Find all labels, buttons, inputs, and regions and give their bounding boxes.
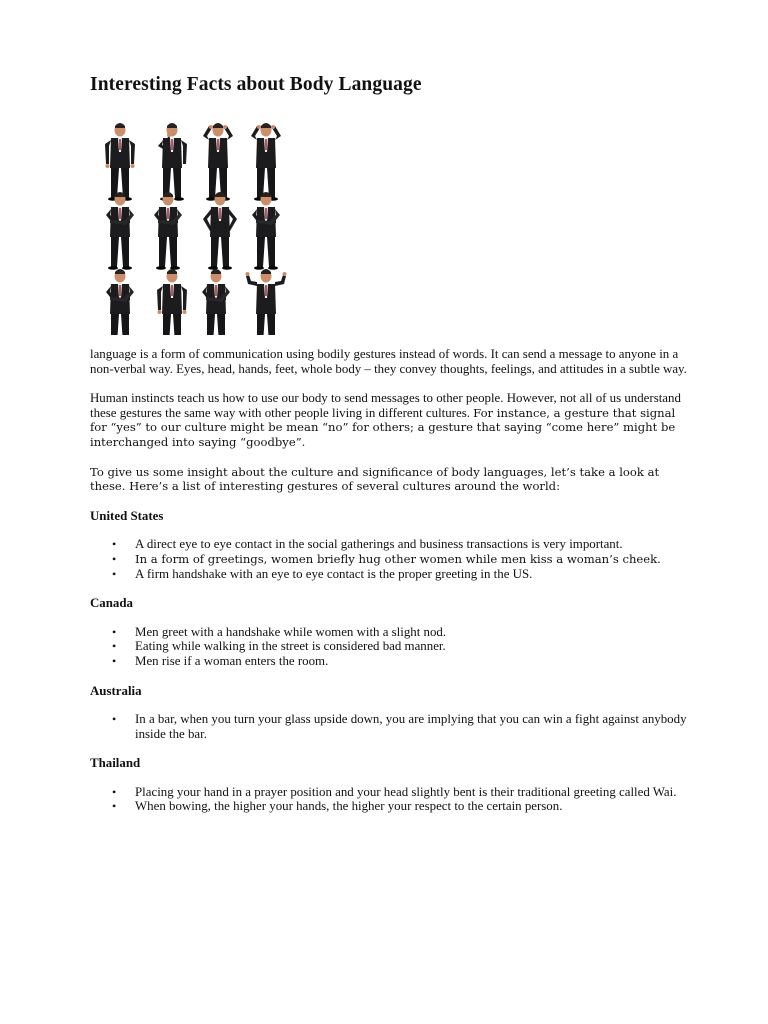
article-body	[90, 347, 690, 814]
list-item: • Men rise if a woman enters the room.	[90, 654, 690, 669]
canada-list	[90, 625, 690, 669]
list-item: • Eating while walking in the street is considered bad manner.	[90, 639, 690, 654]
list-item: • A firm handshake with an eye to eye contact is the proper greeting in the US.	[90, 567, 690, 582]
cultures-paragraph-part2: For instance, a gesture that signal for “yes” to our culture might be mean “no” for others; a gesture that saying “come here” might be interchanged into saying “goodbye”.	[90, 405, 676, 449]
section-heading-canada: Canada	[90, 596, 133, 611]
section-heading-united-states: United States	[90, 508, 164, 523]
cultures-paragraph-part1: Human instincts teach us how to use our body to send messages to other people. However, not all of us understand these gestures the same way with other people living in different cultures.	[90, 391, 681, 420]
list-item: • Placing your hand in a prayer position and your head slightly bent is their traditional greeting called Wai.	[90, 785, 690, 800]
list-item: • In a bar, when you turn your glass upside down, you are implying that you can win a fight against anybody inside the bar.	[90, 712, 690, 741]
insight-paragraph: To give us some insight about the culture and significance of body languages, let’s take a look at these. Here’s a list of interesting gestures of several cultures around the world:	[90, 464, 660, 494]
australia-list	[90, 712, 690, 741]
list-item: • When bowing, the higher your hands, the higher your respect to the certain person.	[90, 799, 690, 814]
list-item: • Men greet with a handshake while women with a slight nod.	[90, 625, 690, 640]
section-heading-australia: Australia	[90, 683, 142, 698]
list-item: • A direct eye to eye contact in the social gatherings and business transactions is very important.	[90, 537, 690, 552]
page-title: Interesting Facts about Body Language	[90, 74, 422, 95]
united-states-list	[90, 537, 690, 581]
thailand-list	[90, 785, 690, 814]
section-heading-thailand: Thailand	[90, 756, 141, 771]
cultures-paragraph	[90, 391, 690, 449]
gesture-figures-image	[96, 120, 296, 335]
list-item: • In a form of greetings, women briefly hug other women while men kiss a woman’s cheek.	[90, 552, 690, 567]
intro-paragraph: language is a form of communication using bodily gestures instead of words. It can send a message to anyone in a non-verbal way. Eyes, head, hands, feet, whole body – they convey thoughts, feelings, and attitudes in a subtle way.	[90, 347, 687, 376]
body-language-figure	[96, 120, 296, 335]
